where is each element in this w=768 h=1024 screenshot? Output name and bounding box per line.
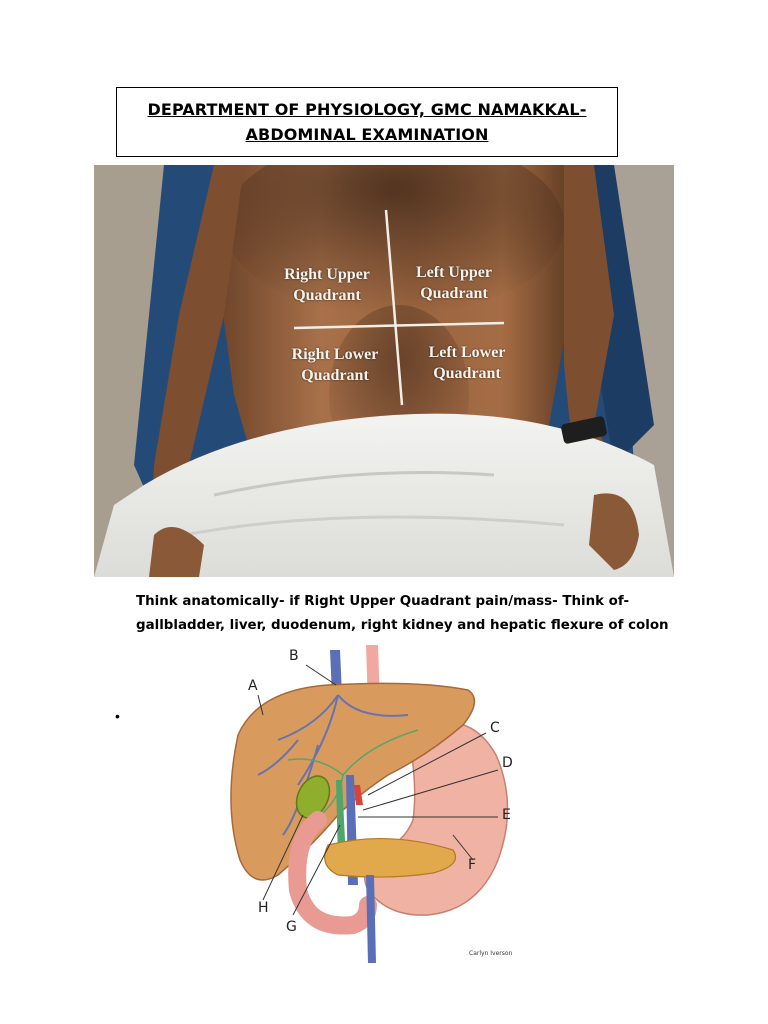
anatomy-label-g: G: [286, 919, 297, 935]
caption-line-2: gallbladder, liver, duodenum, right kidney and hepatic flexure of colon: [136, 618, 669, 633]
anatomy-label-c: C: [490, 720, 500, 736]
anatomy-label-d: D: [502, 755, 513, 771]
quadrant-label-left-lower: [412, 342, 522, 384]
quadrant-label-right-lower: [280, 344, 390, 386]
illustrator-credit: Carlyn Iverson: [469, 950, 513, 957]
quadrant-left-lower-line2: Quadrant: [433, 365, 501, 382]
anatomy-label-f: F: [468, 857, 477, 873]
title-box: [116, 87, 618, 157]
liver-anatomy-illustration: [218, 645, 528, 963]
abdomen-quadrant-photo: [94, 165, 674, 577]
quadrant-right-lower-line2: Quadrant: [301, 367, 369, 384]
title-line-2: ABDOMINAL EXAMINATION: [245, 125, 489, 144]
quadrant-right-lower-line1: Right Lower: [291, 346, 379, 363]
anatomy-label-e: E: [502, 807, 511, 823]
quadrant-label-left-upper: [404, 262, 504, 304]
quadrant-right-upper-line1: Right Upper: [284, 266, 370, 283]
quadrant-right-upper-line2: Quadrant: [293, 287, 361, 304]
quadrant-left-upper-line2: Quadrant: [420, 285, 488, 302]
anatomy-label-b: B: [289, 648, 299, 664]
anatomy-label-h: H: [258, 900, 269, 916]
anatomy-label-a: A: [248, 678, 258, 694]
caption-line-1: Think anatomically- if Right Upper Quadrant pain/mass- Think of-: [136, 594, 630, 609]
title-line-1: DEPARTMENT OF PHYSIOLOGY, GMC NAMAKKAL-: [147, 100, 587, 119]
quadrant-left-lower-line1: Left Lower: [428, 344, 506, 361]
bullet-point: •: [115, 708, 120, 724]
quadrant-left-upper-line1: Left Upper: [416, 264, 492, 281]
caption-text: [136, 590, 696, 638]
quadrant-label-right-upper: [272, 264, 382, 306]
